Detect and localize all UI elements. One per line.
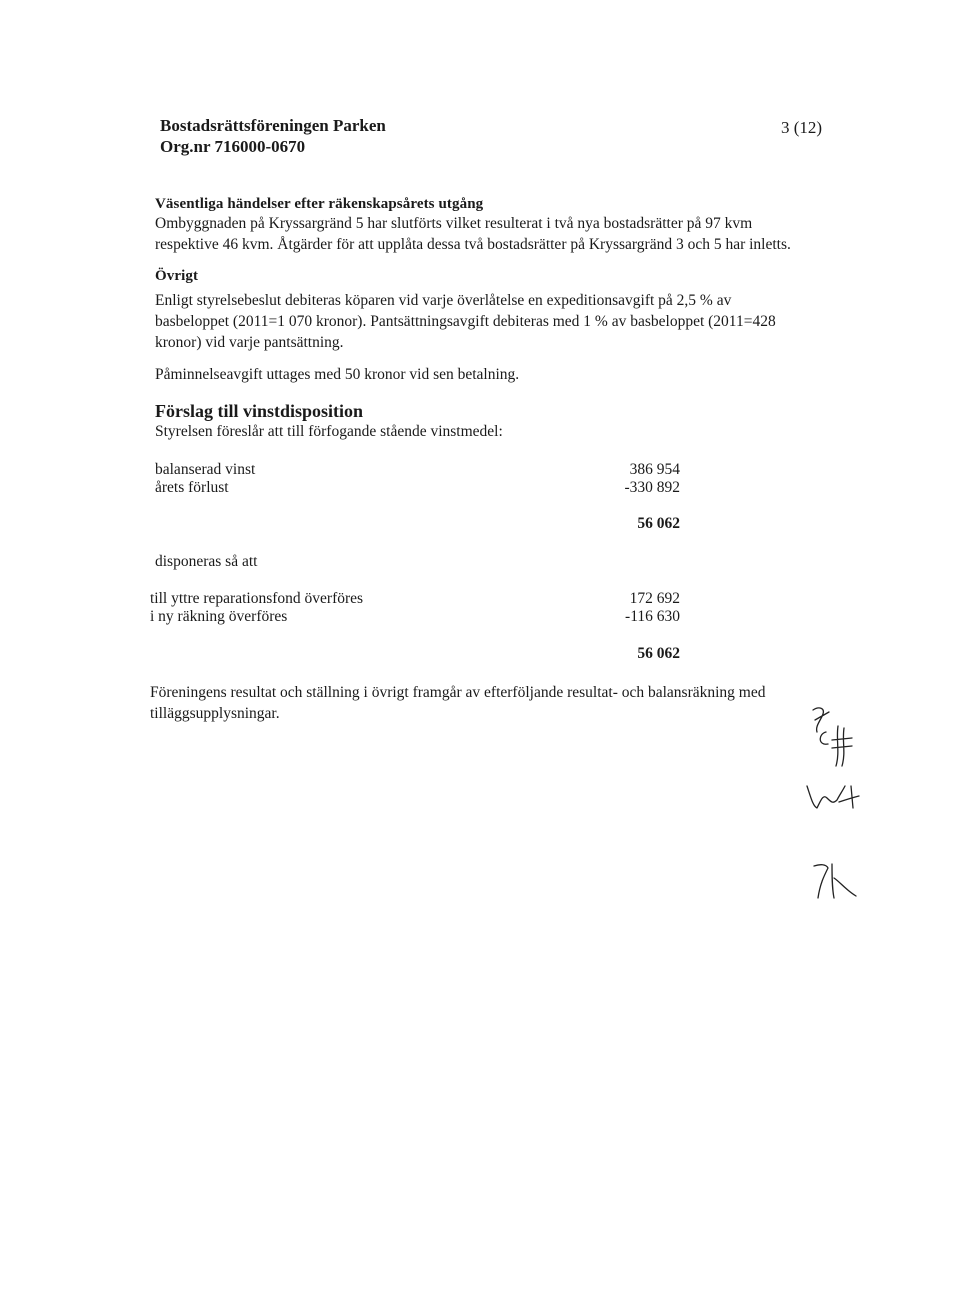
org-number: Org.nr 716000-0670 <box>160 137 306 156</box>
proposal-title: Förslag till vinstdisposition <box>155 401 364 421</box>
proposal-intro: Styrelsen föreslår att till förfogande stående vinstmedel: <box>155 423 503 440</box>
disposition-item-value: -116 630 <box>625 608 680 625</box>
other-title: Övrigt <box>155 268 199 284</box>
events-title: Väsentliga händelser efter räkenskapsårets utgång <box>155 196 484 212</box>
item-value: -330 892 <box>624 479 680 496</box>
disposition-item-label: till yttre reparationsfond överföres <box>150 590 364 607</box>
handwritten-initials-2 <box>812 722 872 772</box>
handwritten-initials-3 <box>803 780 873 820</box>
item-value: 386 954 <box>629 461 680 478</box>
item-label: balanserad vinst <box>155 461 256 478</box>
disposition-total: 56 062 <box>637 645 680 662</box>
events-text: Ombyggnaden på Kryssargränd 5 har slutförts vilket resulterat i två nya bostadsrätter på 97 kvm respektive 46 kvm. Åtgärder för att upplåta dessa två bostadsrätter på Kryssargränd 3 och 5 har inletts. <box>155 215 791 253</box>
page-number: 3 (12) <box>781 118 823 137</box>
disposition-label: disponeras så att <box>155 553 258 570</box>
handwritten-initials-4 <box>810 858 870 908</box>
item-label: årets förlust <box>155 479 229 496</box>
org-name: Bostadsrättsföreningen Parken <box>160 116 386 135</box>
reminder-text: Påminnelseavgift uttages med 50 kronor vid sen betalning. <box>155 366 520 383</box>
disposition-item-label: i ny räkning överföres <box>150 608 288 625</box>
other-text: Enligt styrelsebeslut debiteras köparen vid varje överlåtelse en expeditionsavgift på 2,5 % av basbeloppet (2011=1 070 kronor). Pantsättningsavgift debiteras med 1 % av basbeloppet (2011=428 kronor) vid varje pantsättning. <box>155 292 776 351</box>
disposition-item-value: 172 692 <box>629 590 680 607</box>
proposal-total: 56 062 <box>637 515 680 532</box>
closing-text: Föreningens resultat och ställning i övrigt framgår av efterföljande resultat- och balansräkning med tilläggsupplysningar. <box>150 684 766 722</box>
